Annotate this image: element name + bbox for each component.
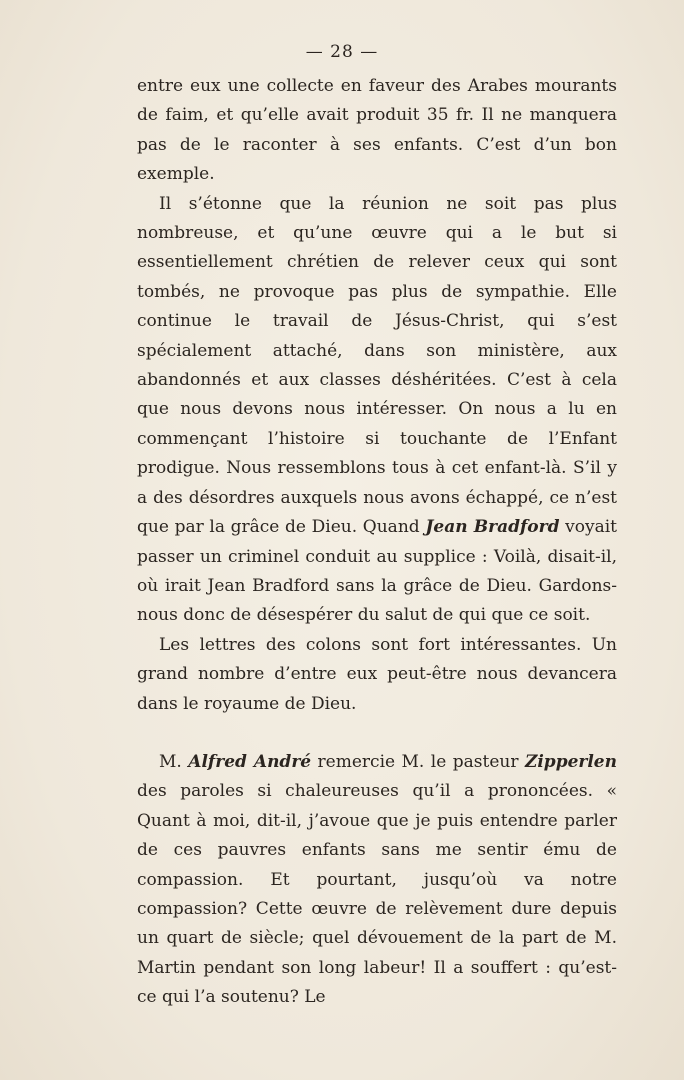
- body-text: [137, 72, 617, 1013]
- paragraph: [137, 190, 617, 631]
- text-run: Il s’étonne que la réunion ne soit pas plus nombreuse, et qu’une œuvre qui a le but si essentiellement chrétien de relever ceux qui sont tombés, ne provoque pas plus de sympathie. Elle continue le travail de Jésus-Christ, qui s’est spécialement attaché, dans son ministère, aux abandonnés et aux classes déshéritées. C’est à cela que nous devons nous intéresser. On nous a lu en commençant l’histoire si touchante de l’Enfant prodigue. Nous ressemblons tous à cet enfant-là. S’il y a des désordres auxquels nous avons échappé, ce n’est que par la grâce de Dieu. Quand: [137, 193, 617, 538]
- italic-name: Zipperlen: [524, 751, 617, 772]
- italic-name: Jean Bradford: [425, 517, 560, 538]
- paragraph: [137, 631, 617, 719]
- italic-name: Alfred André: [188, 751, 312, 772]
- text-run: entre eux une collecte en faveur des Arabes mourants de faim, et qu’elle avait produit 35 fr. Il ne manquera pas de le raconter à ses enfants. C’est d’un bon exemple.: [137, 76, 617, 185]
- text-run: Les lettres des colons sont fort intéressantes. Un grand nombre d’entre eux peut-être nous devancera dans le royaume de Dieu.: [137, 634, 617, 714]
- paragraph: [137, 748, 617, 1013]
- text-run: remercie M. le pasteur: [311, 751, 525, 772]
- text-run: voyait passer un criminel conduit au supplice : Voilà, disait-il, où irait Jean Bradford sans la grâce de Dieu. Gardons-nous donc de désespérer du salut de qui que ce soit.: [137, 517, 618, 626]
- paragraph: [137, 72, 617, 190]
- text-run: des paroles si chaleureuses qu’il a prononcées. « Quant à moi, dit-il, j’avoue que je puis entendre parler de ces pauvres enfants sans me sentir ému de compassion. Et pourtant, jusqu’où va notre compassion? Cette œuvre de relèvement dure depuis un quart de siècle; quel dévouement de la part de M. Martin pendant son long labeur! Il a souffert : qu’est-ce qui l’a soutenu? Le: [137, 781, 617, 1008]
- text-run: M.: [159, 751, 189, 772]
- page-number: — 28 —: [305, 42, 379, 62]
